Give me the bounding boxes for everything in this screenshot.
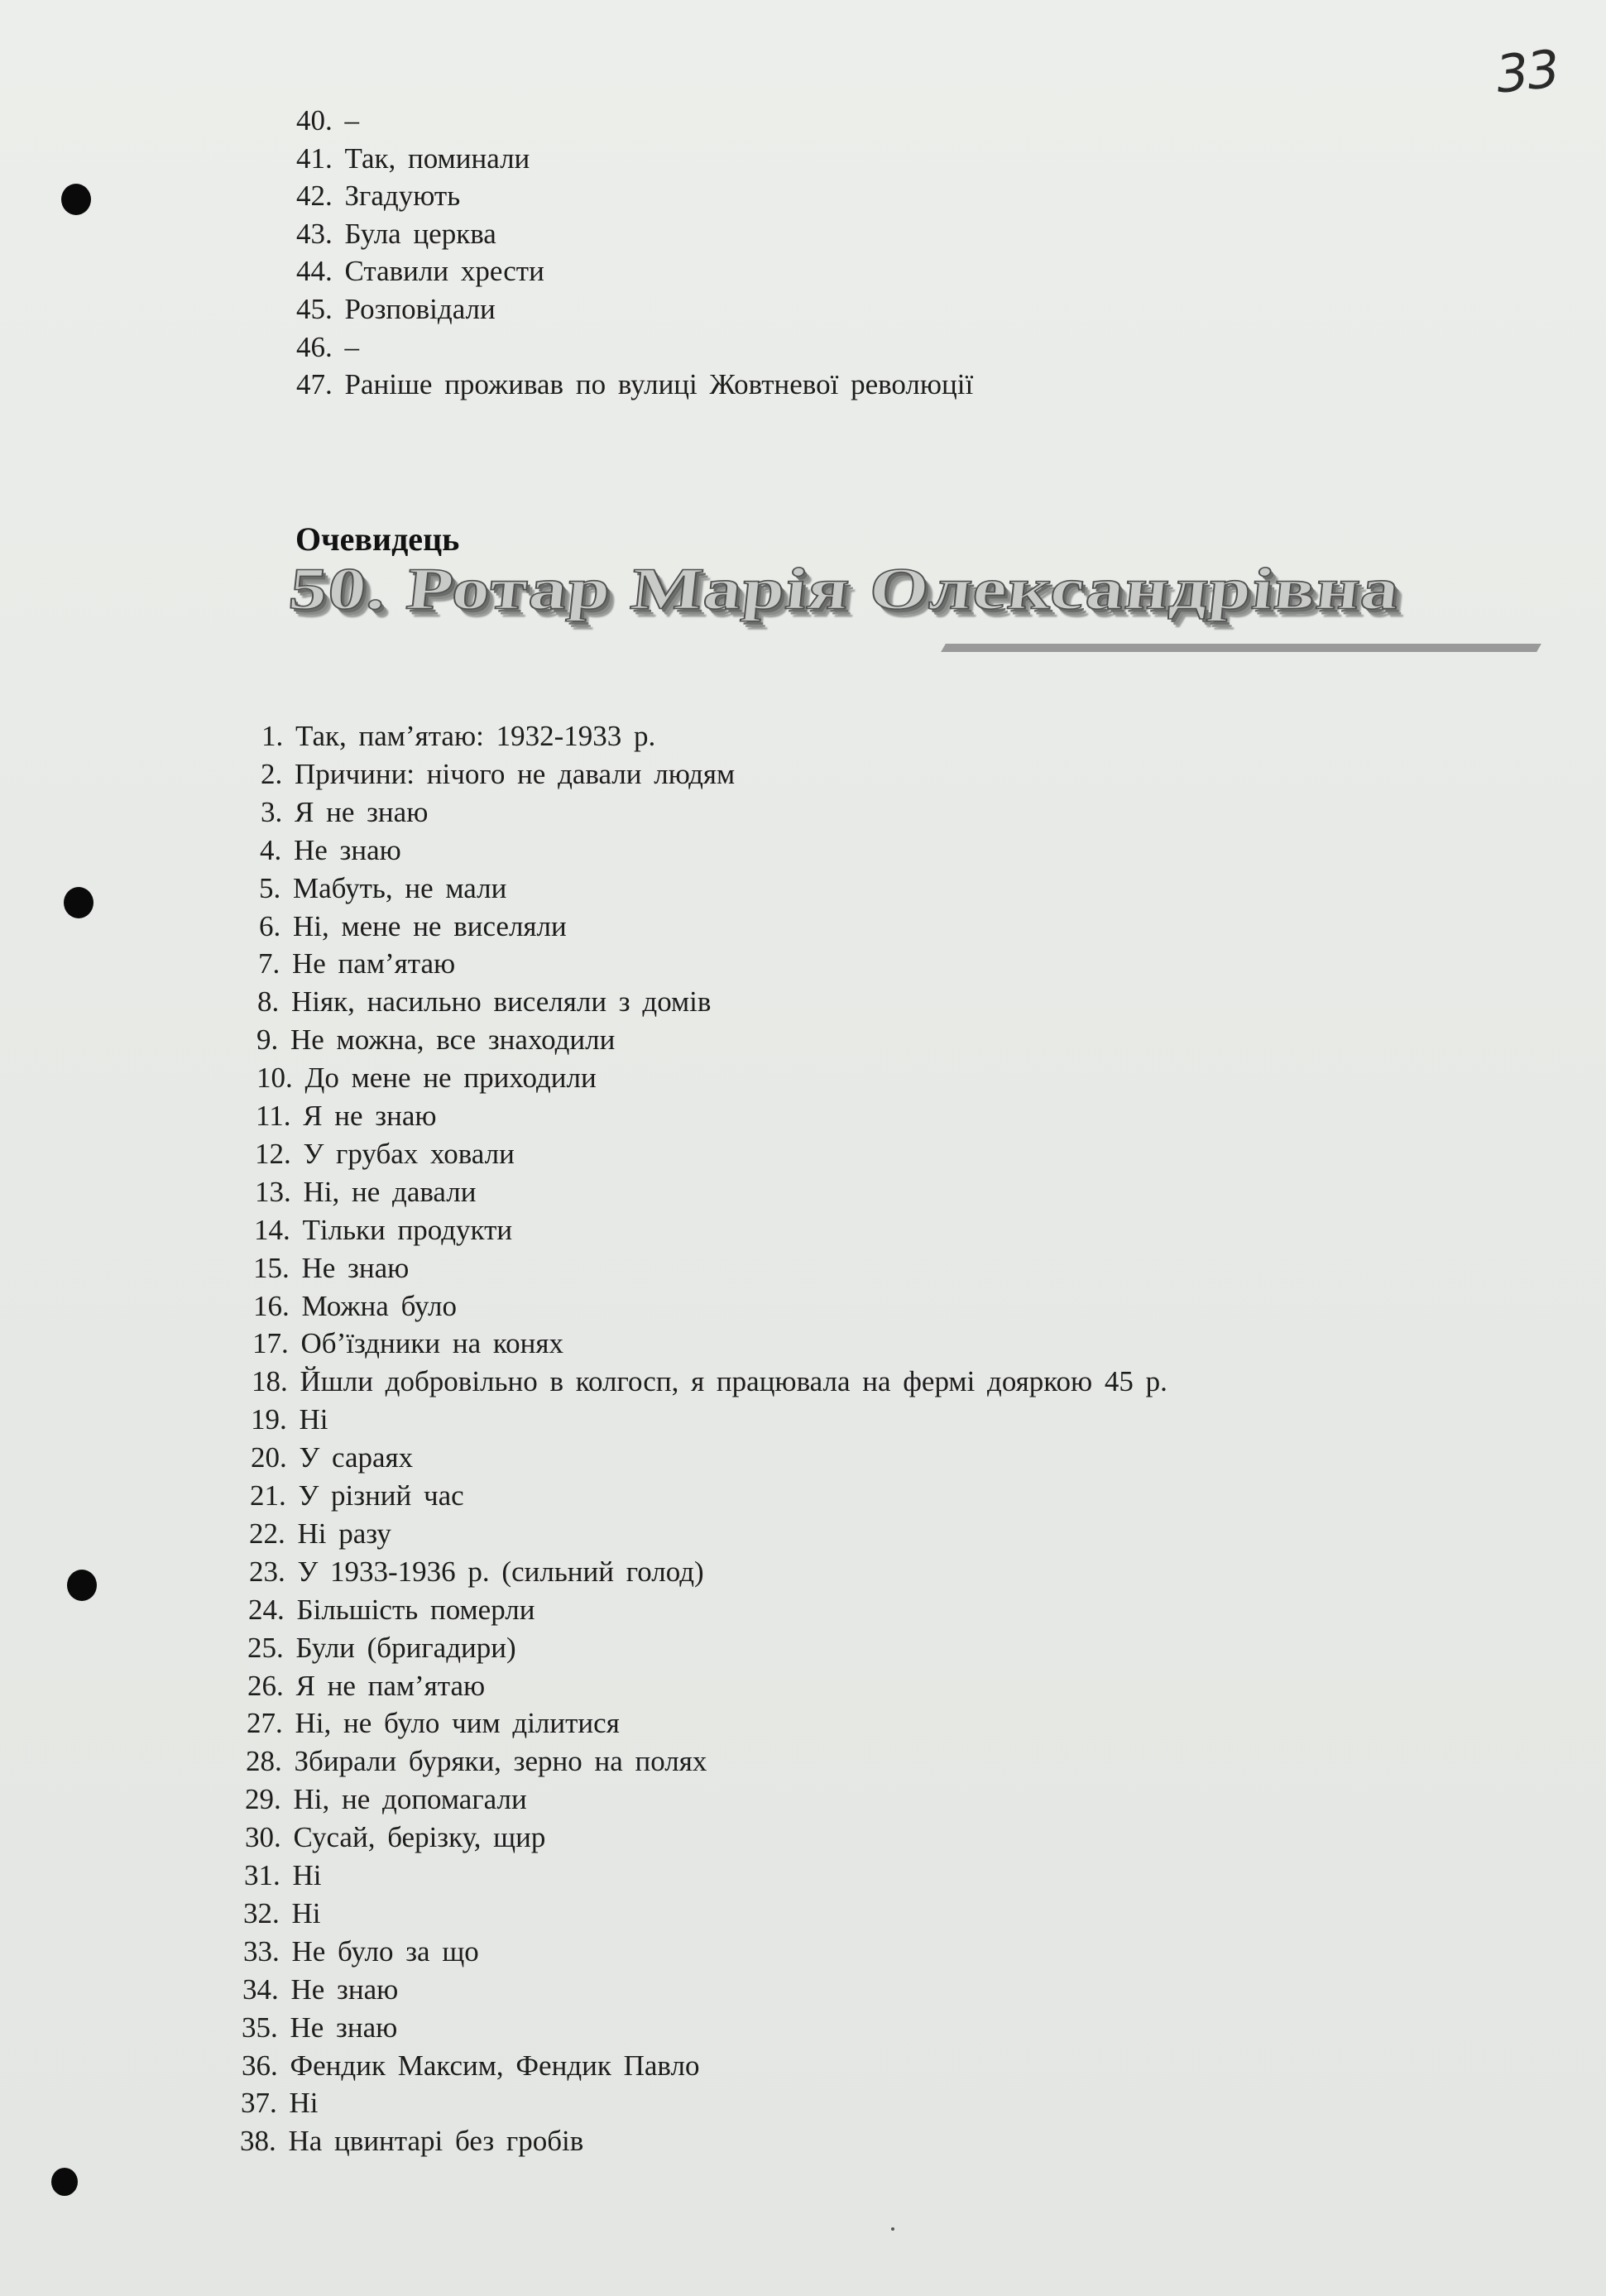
answer-item: 42. Згадують xyxy=(296,180,461,213)
answer-item: 41. Так, поминали xyxy=(296,141,530,175)
answer-item: 19. Ні xyxy=(251,1403,328,1436)
answer-item: 40. – xyxy=(296,104,359,137)
answer-item: 33. Не було за що xyxy=(243,1934,479,1968)
answer-item: 8. Ніяк, насильно виселяли з домів xyxy=(257,985,712,1019)
answer-item: 13. Ні, не давали xyxy=(255,1175,477,1208)
punch-hole xyxy=(64,887,93,918)
answer-item: 34. Не знаю xyxy=(242,1972,399,2006)
answer-item: 11. Я не знаю xyxy=(256,1100,437,1132)
answer-item: 3. Я не знаю xyxy=(261,795,429,828)
answer-item: 9. Не можна, все знаходили xyxy=(256,1023,616,1057)
heading-underline xyxy=(941,644,1541,652)
answer-item: 30. Сусай, берізку, щир xyxy=(245,1821,546,1854)
answer-item: 43. Була церква xyxy=(296,217,496,250)
speck xyxy=(891,2227,894,2231)
punch-hole xyxy=(61,184,91,215)
answer-item: 29. Ні, не допомагали xyxy=(245,1783,527,1816)
answer-item: 15. Не знаю xyxy=(253,1251,410,1284)
answer-item: 1. Так, пам’ятаю: 1932-1933 р. xyxy=(261,720,656,752)
answer-item: 6. Ні, мене не виселяли xyxy=(259,909,567,942)
witness-name-heading: 50. Ротар Марія Олександрівна xyxy=(285,555,1403,622)
answer-item: 37. Ні xyxy=(241,2087,319,2120)
answer-item: 25. Були (бригадири) xyxy=(247,1631,516,1664)
answer-item: 17. Об’їздники на конях xyxy=(252,1327,563,1360)
answer-item: 27. Ні, не було чим ділитися xyxy=(247,1707,620,1740)
answer-item: 21. У різний час xyxy=(250,1479,464,1512)
answer-item: 31. Ні xyxy=(244,1859,322,1891)
answer-item: 35. Не знаю xyxy=(242,2011,398,2044)
answer-item: 20. У сараях xyxy=(251,1441,414,1474)
answer-item: 2. Причини: нічого не давали людям xyxy=(261,757,736,790)
answer-item: 47. Раніше проживав по вулиці Жовтневої революції xyxy=(296,368,974,401)
answer-item: 26. Я не пам’ятаю xyxy=(247,1669,486,1702)
answer-item: 32. Ні xyxy=(243,1896,321,1929)
answer-item: 5. Мабуть, не мали xyxy=(259,871,507,904)
answer-item: 23. У 1933-1936 р. (сильний голод) xyxy=(249,1555,704,1588)
answer-item: 16. Можна було xyxy=(253,1289,457,1322)
answer-item: 28. Збирали буряки, зерно на полях xyxy=(246,1745,707,1778)
witness-label: Очевидець xyxy=(295,520,460,558)
answer-item: 10. До мене не приходили xyxy=(256,1062,597,1095)
answer-item: 44. Ставили хрести xyxy=(296,255,544,288)
answer-item: 14. Тільки продукти xyxy=(254,1213,513,1246)
answer-item: 38. На цвинтарі без гробів xyxy=(240,2125,584,2158)
answer-item: 12. У грубах ховали xyxy=(255,1137,515,1170)
answer-item: 18. Йшли добровільно в колгосп, я працювала на фермі дояркою 45 р. xyxy=(252,1365,1167,1398)
answer-item: 4. Не знаю xyxy=(260,833,401,866)
answer-item: 36. Фендик Максим, Фендик Павло xyxy=(242,2049,700,2082)
answer-item: 7. Не пам’ятаю xyxy=(258,947,456,980)
answer-item: 45. Розповідали xyxy=(296,293,496,325)
handwritten-page-number: 33 xyxy=(1493,38,1561,105)
answer-item: 46. – xyxy=(296,330,359,363)
answer-item: 24. Більшість померли xyxy=(248,1593,535,1626)
punch-hole xyxy=(67,1570,97,1601)
punch-hole xyxy=(51,2168,78,2196)
answer-item: 22. Ні разу xyxy=(249,1517,391,1550)
